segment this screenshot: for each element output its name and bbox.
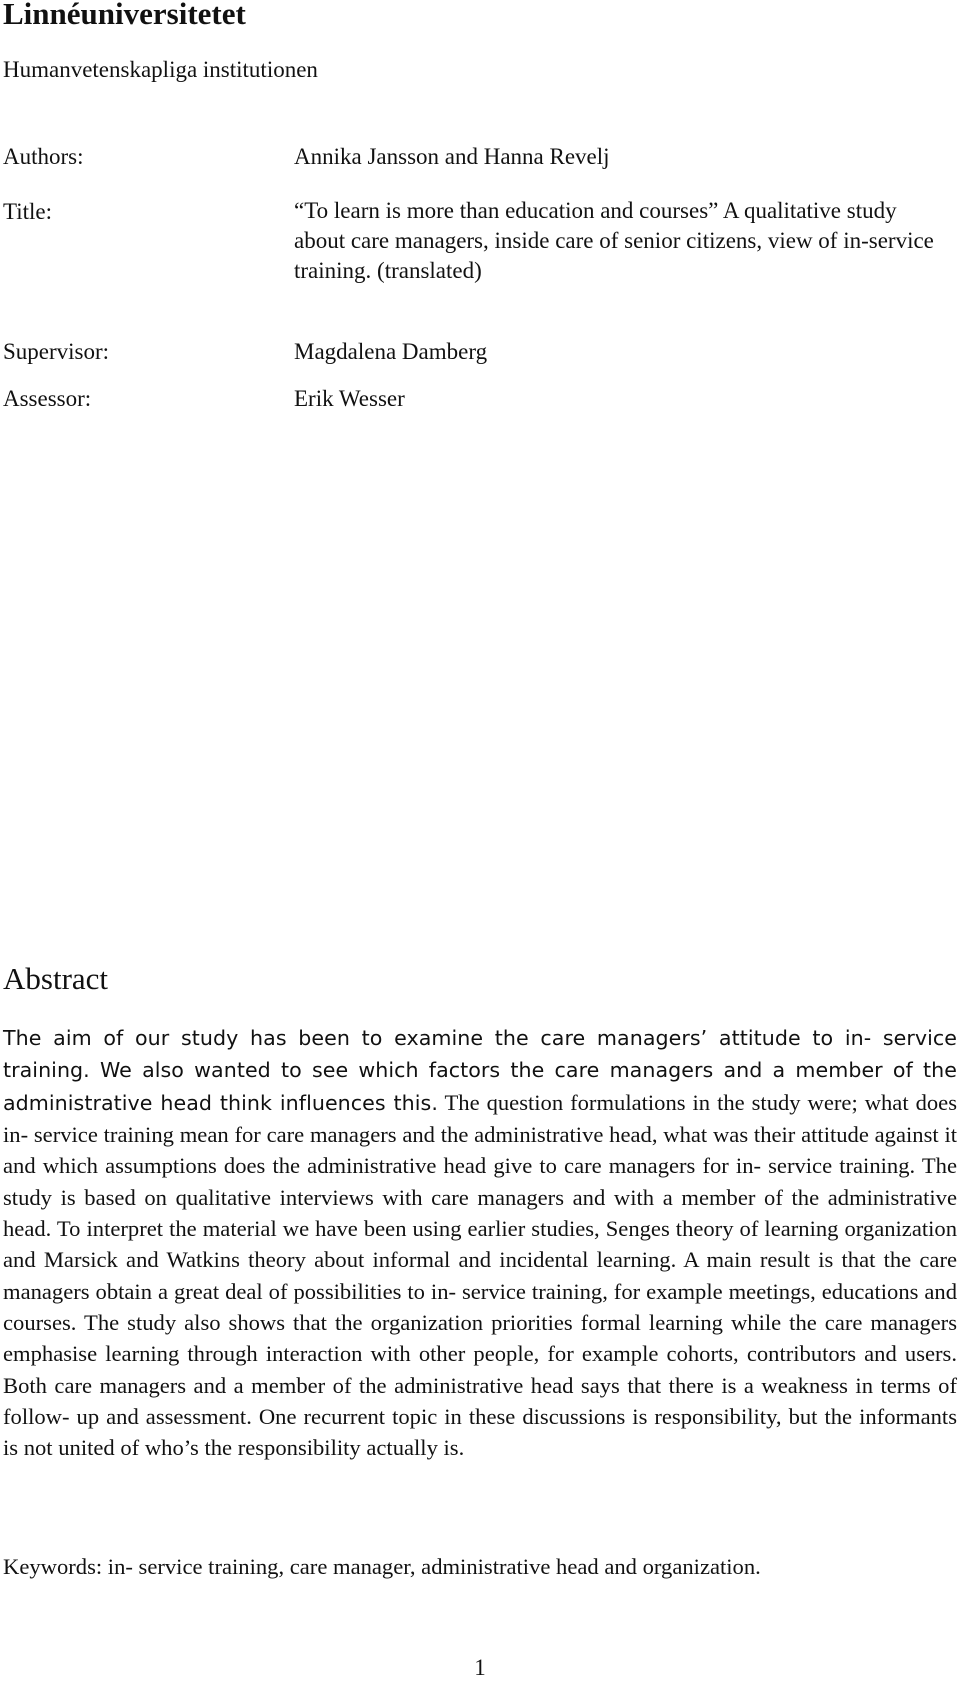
title-value: “To learn is more than education and courses” A qualitative study about care managers, inside care of senior citizens, view of in-service training. (translated): [294, 198, 934, 283]
page-number: 1: [474, 1655, 486, 1680]
authors-value: Annika Jansson and Hanna Revelj: [294, 144, 610, 169]
abstract-intro: The aim of our study has been to examine the care managers’ attitude to in- service training. We also wanted to see which factors the care managers and a member of the administrative head think influences this.: [3, 1026, 957, 1115]
abstract-body-text: The question formulations in the study were; what does in- service training mean for care managers and the administrative head, what was their attitude against it and which assumptions does the administrative head give to care managers for in- service training. The study is based on qualitative interviews with care managers and with a member of the administrative head. To interpret the material we have been using earlier studies, Senges theory of learning organization and Marsick and Watkins theory about informal and incidental learning. A main result is that the care managers obtain a great deal of possibilities to in- service training, for example meetings, educations and courses. The study also shows that the organization priorities formal learning while the care managers emphasise learning through interaction with other people, for example cohorts, contributors and users. Both care managers and a member of the administrative head says that there is a weakness in terms of follow- up and assessment. One recurrent topic in these discussions is responsibility, but the informants is not united of who’s the responsibility actually is.: [3, 1089, 957, 1461]
authors-label: Authors:: [3, 144, 84, 169]
supervisor-label: Supervisor:: [3, 339, 110, 364]
abstract-heading: Abstract: [3, 961, 109, 996]
title-label: Title:: [3, 199, 53, 224]
assessor-value: Erik Wesser: [294, 386, 405, 411]
abstract-text: [3, 1022, 957, 1464]
department-name: Humanvetenskapliga institutionen: [3, 57, 318, 82]
supervisor-value: Magdalena Damberg: [294, 339, 488, 364]
university-name: Linnéuniversitetet: [3, 0, 246, 31]
assessor-label: Assessor:: [3, 386, 92, 411]
keywords: Keywords: in- service training, care manager, administrative head and organization.: [3, 1554, 761, 1579]
